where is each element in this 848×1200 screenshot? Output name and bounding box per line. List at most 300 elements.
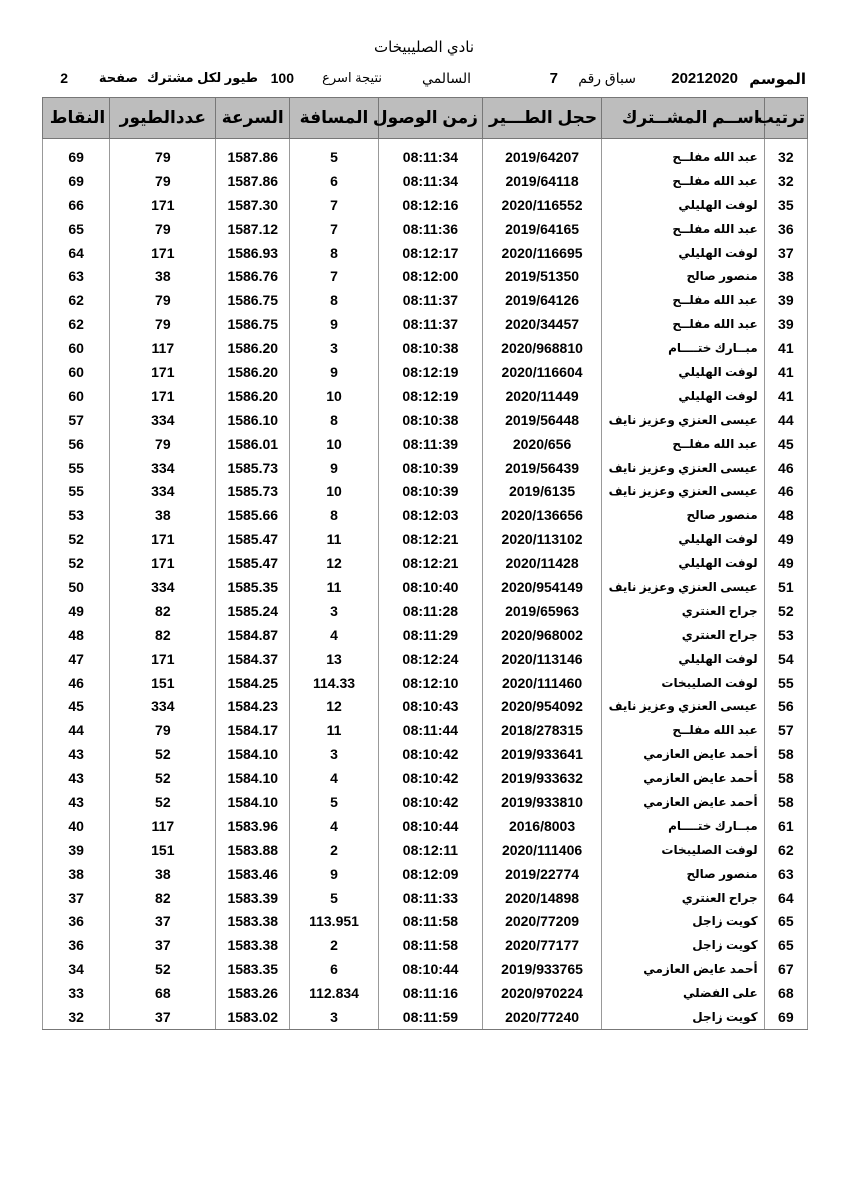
- cell-points: 34: [43, 957, 110, 981]
- table-row: [43, 241, 808, 265]
- cell-name: لوفت الهليلي: [602, 193, 765, 217]
- cell-points: 36: [43, 933, 110, 957]
- cell-birds: 52: [110, 957, 216, 981]
- table-row: [43, 169, 808, 193]
- cell-distance: 10: [290, 432, 379, 456]
- race-location: السالمي: [422, 70, 471, 86]
- cell-ring: 2020/116552: [482, 193, 601, 217]
- cell-arrival: 08:12:17: [378, 241, 482, 265]
- cell-rank: 56: [764, 694, 807, 718]
- cell-points: 48: [43, 623, 110, 647]
- table-row: [43, 336, 808, 360]
- cell-arrival: 08:11:28: [378, 599, 482, 623]
- table-row: [43, 360, 808, 384]
- cell-arrival: 08:10:42: [378, 790, 482, 814]
- cell-rank: 38: [764, 264, 807, 288]
- cell-speed: 1586.20: [216, 360, 290, 384]
- cell-birds: 38: [110, 264, 216, 288]
- cell-name: مبــارك ختــــام: [602, 336, 765, 360]
- cell-speed: 1586.75: [216, 312, 290, 336]
- cell-speed: 1585.73: [216, 456, 290, 480]
- cell-points: 64: [43, 241, 110, 265]
- table-row: [43, 264, 808, 288]
- cell-ring: 2016/8003: [482, 814, 601, 838]
- cell-distance: 4: [290, 766, 379, 790]
- cell-rank: 68: [764, 981, 807, 1005]
- cell-ring: 2020/111406: [482, 838, 601, 862]
- cell-arrival: 08:11:39: [378, 432, 482, 456]
- cell-points: 52: [43, 527, 110, 551]
- cell-rank: 46: [764, 456, 807, 480]
- cell-speed: 1586.76: [216, 264, 290, 288]
- table-row: [43, 742, 808, 766]
- cell-ring: 2020/954149: [482, 575, 601, 599]
- cell-speed: 1583.02: [216, 1005, 290, 1029]
- birds-per-member-label: طيور لكل مشترك: [146, 70, 258, 85]
- cell-arrival: 08:10:38: [378, 336, 482, 360]
- cell-rank: 61: [764, 814, 807, 838]
- cell-name: أحمد عايض العازمي: [602, 766, 765, 790]
- cell-name: عبد الله مفلــح: [602, 432, 765, 456]
- cell-distance: 3: [290, 742, 379, 766]
- cell-name: عبد الله مفلــح: [602, 288, 765, 312]
- page-number: 2: [60, 70, 68, 86]
- cell-distance: 13: [290, 647, 379, 671]
- cell-rank: 58: [764, 766, 807, 790]
- cell-arrival: 08:12:21: [378, 527, 482, 551]
- cell-rank: 46: [764, 479, 807, 503]
- table-row: [43, 957, 808, 981]
- cell-rank: 64: [764, 886, 807, 910]
- cell-points: 62: [43, 288, 110, 312]
- cell-speed: 1583.46: [216, 862, 290, 886]
- cell-ring: 2020/970224: [482, 981, 601, 1005]
- cell-rank: 67: [764, 957, 807, 981]
- cell-birds: 68: [110, 981, 216, 1005]
- race-number-value: 7: [549, 70, 558, 87]
- cell-speed: 1583.38: [216, 933, 290, 957]
- cell-distance: 2: [290, 933, 379, 957]
- cell-distance: 2: [290, 838, 379, 862]
- cell-ring: 2020/968002: [482, 623, 601, 647]
- cell-speed: 1585.66: [216, 503, 290, 527]
- cell-ring: 2019/6135: [482, 479, 601, 503]
- cell-birds: 171: [110, 551, 216, 575]
- table-row: [43, 1005, 808, 1029]
- cell-birds: 151: [110, 671, 216, 695]
- cell-ring: 2019/65963: [482, 599, 601, 623]
- cell-ring: 2020/116695: [482, 241, 601, 265]
- cell-rank: 62: [764, 838, 807, 862]
- cell-speed: 1583.88: [216, 838, 290, 862]
- cell-birds: 79: [110, 288, 216, 312]
- cell-birds: 79: [110, 718, 216, 742]
- cell-points: 57: [43, 408, 110, 432]
- cell-rank: 32: [764, 145, 807, 169]
- cell-distance: 11: [290, 718, 379, 742]
- cell-name: عبد الله مفلــح: [602, 312, 765, 336]
- cell-birds: 82: [110, 623, 216, 647]
- cell-ring: 2020/136656: [482, 503, 601, 527]
- cell-points: 43: [43, 742, 110, 766]
- cell-ring: 2020/11428: [482, 551, 601, 575]
- cell-speed: 1585.73: [216, 479, 290, 503]
- cell-distance: 9: [290, 862, 379, 886]
- cell-points: 56: [43, 432, 110, 456]
- cell-speed: 1587.86: [216, 145, 290, 169]
- cell-distance: 10: [290, 479, 379, 503]
- cell-birds: 38: [110, 862, 216, 886]
- cell-ring: 2020/968810: [482, 336, 601, 360]
- cell-ring: 2019/64165: [482, 217, 601, 241]
- cell-rank: 58: [764, 742, 807, 766]
- cell-rank: 36: [764, 217, 807, 241]
- cell-speed: 1584.87: [216, 623, 290, 647]
- cell-birds: 79: [110, 312, 216, 336]
- cell-speed: 1583.26: [216, 981, 290, 1005]
- cell-distance: 4: [290, 814, 379, 838]
- cell-rank: 58: [764, 790, 807, 814]
- cell-speed: 1585.35: [216, 575, 290, 599]
- cell-arrival: 08:12:09: [378, 862, 482, 886]
- cell-rank: 49: [764, 551, 807, 575]
- cell-ring: 2019/64126: [482, 288, 601, 312]
- cell-arrival: 08:11:33: [378, 886, 482, 910]
- cell-points: 40: [43, 814, 110, 838]
- cell-points: 43: [43, 766, 110, 790]
- table-row: [43, 551, 808, 575]
- cell-arrival: 08:11:59: [378, 1005, 482, 1029]
- cell-arrival: 08:11:36: [378, 217, 482, 241]
- results-table: [42, 97, 808, 1030]
- cell-points: 46: [43, 671, 110, 695]
- cell-name: عبد الله مفلــح: [602, 169, 765, 193]
- cell-rank: 41: [764, 360, 807, 384]
- table-row: [43, 384, 808, 408]
- cell-arrival: 08:10:44: [378, 814, 482, 838]
- cell-arrival: 08:12:03: [378, 503, 482, 527]
- cell-arrival: 08:11:34: [378, 169, 482, 193]
- cell-points: 55: [43, 456, 110, 480]
- cell-rank: 44: [764, 408, 807, 432]
- cell-rank: 39: [764, 288, 807, 312]
- cell-arrival: 08:11:34: [378, 145, 482, 169]
- col-header-birds: عددالطيور: [110, 98, 216, 139]
- cell-points: 66: [43, 193, 110, 217]
- bird-count-value: 100: [270, 70, 294, 86]
- cell-birds: 171: [110, 384, 216, 408]
- cell-ring: 2020/34457: [482, 312, 601, 336]
- race-number-label: سباق رقم: [578, 70, 636, 86]
- table-row: [43, 432, 808, 456]
- table-header-row: [43, 98, 808, 139]
- col-header-rank: ترتيب: [764, 98, 807, 139]
- cell-ring: 2020/113102: [482, 527, 601, 551]
- cell-arrival: 08:12:21: [378, 551, 482, 575]
- table-row: [43, 814, 808, 838]
- cell-distance: 5: [290, 886, 379, 910]
- cell-points: 69: [43, 169, 110, 193]
- cell-name: عبد الله مفلــح: [602, 718, 765, 742]
- cell-arrival: 08:11:37: [378, 312, 482, 336]
- cell-speed: 1586.10: [216, 408, 290, 432]
- table-row: [43, 766, 808, 790]
- cell-arrival: 08:11:58: [378, 910, 482, 934]
- cell-distance: 3: [290, 1005, 379, 1029]
- cell-rank: 49: [764, 527, 807, 551]
- cell-ring: 2020/77240: [482, 1005, 601, 1029]
- cell-speed: 1584.10: [216, 766, 290, 790]
- table-row: [43, 503, 808, 527]
- cell-distance: 8: [290, 408, 379, 432]
- cell-name: عيسى العنزي وعزيز نايف: [602, 694, 765, 718]
- cell-distance: 9: [290, 360, 379, 384]
- cell-arrival: 08:12:16: [378, 193, 482, 217]
- cell-distance: 6: [290, 169, 379, 193]
- cell-speed: 1583.39: [216, 886, 290, 910]
- cell-birds: 151: [110, 838, 216, 862]
- cell-birds: 37: [110, 910, 216, 934]
- cell-ring: 2019/56448: [482, 408, 601, 432]
- col-header-distance: المسافة: [290, 98, 379, 139]
- cell-rank: 51: [764, 575, 807, 599]
- cell-birds: 171: [110, 360, 216, 384]
- cell-ring: 2020/77209: [482, 910, 601, 934]
- cell-rank: 53: [764, 623, 807, 647]
- cell-speed: 1584.17: [216, 718, 290, 742]
- cell-name: أحمد عايض العازمي: [602, 742, 765, 766]
- cell-name: لوفت الهليلي: [602, 241, 765, 265]
- cell-arrival: 08:10:39: [378, 479, 482, 503]
- table-row: [43, 647, 808, 671]
- cell-birds: 171: [110, 193, 216, 217]
- cell-rank: 63: [764, 862, 807, 886]
- cell-speed: 1587.30: [216, 193, 290, 217]
- cell-ring: 2020/113146: [482, 647, 601, 671]
- cell-points: 55: [43, 479, 110, 503]
- cell-birds: 52: [110, 742, 216, 766]
- cell-rank: 65: [764, 910, 807, 934]
- cell-points: 43: [43, 790, 110, 814]
- cell-distance: 114.33: [290, 671, 379, 695]
- cell-ring: 2019/51350: [482, 264, 601, 288]
- table-row: [43, 408, 808, 432]
- table-row: [43, 312, 808, 336]
- cell-distance: 8: [290, 503, 379, 527]
- cell-speed: 1586.20: [216, 384, 290, 408]
- cell-distance: 3: [290, 599, 379, 623]
- cell-points: 53: [43, 503, 110, 527]
- cell-speed: 1584.25: [216, 671, 290, 695]
- cell-speed: 1587.86: [216, 169, 290, 193]
- cell-distance: 8: [290, 288, 379, 312]
- cell-ring: 2020/656: [482, 432, 601, 456]
- cell-arrival: 08:12:11: [378, 838, 482, 862]
- cell-speed: 1587.12: [216, 217, 290, 241]
- cell-arrival: 08:11:58: [378, 933, 482, 957]
- cell-distance: 12: [290, 551, 379, 575]
- table-row: [43, 479, 808, 503]
- cell-points: 52: [43, 551, 110, 575]
- cell-points: 39: [43, 838, 110, 862]
- col-header-ring: حجل الطـــير: [482, 98, 601, 139]
- table-row: [43, 145, 808, 169]
- cell-distance: 112.834: [290, 981, 379, 1005]
- cell-birds: 79: [110, 145, 216, 169]
- cell-distance: 10: [290, 384, 379, 408]
- cell-name: جراح العنتري: [602, 599, 765, 623]
- cell-points: 60: [43, 336, 110, 360]
- cell-ring: 2019/64207: [482, 145, 601, 169]
- cell-ring: 2020/14898: [482, 886, 601, 910]
- cell-points: 49: [43, 599, 110, 623]
- cell-name: منصور صالح: [602, 503, 765, 527]
- cell-name: عيسى العنزي وعزيز نايف: [602, 575, 765, 599]
- cell-speed: 1586.20: [216, 336, 290, 360]
- table-row: [43, 623, 808, 647]
- season-value: 20212020: [671, 70, 738, 87]
- cell-distance: 7: [290, 264, 379, 288]
- cell-speed: 1584.10: [216, 742, 290, 766]
- table-row: [43, 288, 808, 312]
- cell-birds: 171: [110, 527, 216, 551]
- cell-birds: 79: [110, 169, 216, 193]
- cell-points: 32: [43, 1005, 110, 1029]
- cell-rank: 37: [764, 241, 807, 265]
- cell-birds: 171: [110, 241, 216, 265]
- table-row: [43, 575, 808, 599]
- cell-name: جراح العنتري: [602, 886, 765, 910]
- col-header-name: اســم المشــترك: [602, 98, 765, 139]
- table-row: [43, 933, 808, 957]
- table-row: [43, 981, 808, 1005]
- cell-points: 62: [43, 312, 110, 336]
- cell-arrival: 08:12:19: [378, 360, 482, 384]
- cell-arrival: 08:12:10: [378, 671, 482, 695]
- cell-arrival: 08:11:29: [378, 623, 482, 647]
- cell-rank: 48: [764, 503, 807, 527]
- cell-ring: 2020/954092: [482, 694, 601, 718]
- cell-birds: 117: [110, 336, 216, 360]
- cell-distance: 11: [290, 527, 379, 551]
- cell-name: منصور صالح: [602, 862, 765, 886]
- cell-rank: 32: [764, 169, 807, 193]
- table-row: [43, 599, 808, 623]
- cell-birds: 52: [110, 766, 216, 790]
- cell-arrival: 08:10:38: [378, 408, 482, 432]
- cell-arrival: 08:12:19: [378, 384, 482, 408]
- cell-birds: 79: [110, 217, 216, 241]
- cell-arrival: 08:11:37: [378, 288, 482, 312]
- cell-points: 60: [43, 384, 110, 408]
- cell-ring: 2020/11449: [482, 384, 601, 408]
- cell-name: عيسى العنزي وعزيز نايف: [602, 408, 765, 432]
- cell-points: 63: [43, 264, 110, 288]
- cell-rank: 57: [764, 718, 807, 742]
- cell-name: منصور صالح: [602, 264, 765, 288]
- cell-name: جراح العنتري: [602, 623, 765, 647]
- cell-points: 36: [43, 910, 110, 934]
- cell-ring: 2019/933632: [482, 766, 601, 790]
- cell-ring: 2020/77177: [482, 933, 601, 957]
- cell-speed: 1584.10: [216, 790, 290, 814]
- cell-ring: 2019/933810: [482, 790, 601, 814]
- table-row: [43, 790, 808, 814]
- cell-name: أحمد عايض العازمي: [602, 957, 765, 981]
- cell-ring: 2020/116604: [482, 360, 601, 384]
- cell-points: 38: [43, 862, 110, 886]
- cell-points: 47: [43, 647, 110, 671]
- cell-birds: 37: [110, 1005, 216, 1029]
- cell-ring: 2019/933765: [482, 957, 601, 981]
- cell-name: لوفت الهليلي: [602, 360, 765, 384]
- cell-arrival: 08:12:00: [378, 264, 482, 288]
- cell-arrival: 08:11:16: [378, 981, 482, 1005]
- cell-arrival: 08:10:43: [378, 694, 482, 718]
- cell-arrival: 08:12:24: [378, 647, 482, 671]
- col-header-points: النقاط: [43, 98, 110, 139]
- cell-rank: 69: [764, 1005, 807, 1029]
- cell-points: 60: [43, 360, 110, 384]
- cell-rank: 65: [764, 933, 807, 957]
- cell-birds: 82: [110, 886, 216, 910]
- cell-points: 37: [43, 886, 110, 910]
- cell-birds: 334: [110, 456, 216, 480]
- cell-rank: 55: [764, 671, 807, 695]
- cell-points: 69: [43, 145, 110, 169]
- season-label: الموسم: [749, 71, 806, 88]
- cell-name: على الفضلي: [602, 981, 765, 1005]
- cell-rank: 45: [764, 432, 807, 456]
- table-row: [43, 838, 808, 862]
- cell-arrival: 08:10:40: [378, 575, 482, 599]
- cell-distance: 7: [290, 217, 379, 241]
- table-row: [43, 527, 808, 551]
- col-header-speed: السرعة: [216, 98, 290, 139]
- table-row: [43, 694, 808, 718]
- cell-points: 50: [43, 575, 110, 599]
- cell-name: عبد الله مفلــح: [602, 217, 765, 241]
- cell-rank: 35: [764, 193, 807, 217]
- cell-speed: 1583.96: [216, 814, 290, 838]
- cell-name: عيسى العنزي وعزيز نايف: [602, 479, 765, 503]
- cell-birds: 38: [110, 503, 216, 527]
- cell-arrival: 08:10:42: [378, 742, 482, 766]
- cell-speed: 1583.35: [216, 957, 290, 981]
- cell-birds: 171: [110, 647, 216, 671]
- cell-distance: 3: [290, 336, 379, 360]
- cell-points: 44: [43, 718, 110, 742]
- cell-ring: 2019/933641: [482, 742, 601, 766]
- cell-name: كويت زاجل: [602, 910, 765, 934]
- table-row: [43, 718, 808, 742]
- result-label: نتيجة اسرع: [322, 70, 382, 85]
- table-row: [43, 886, 808, 910]
- cell-speed: 1584.23: [216, 694, 290, 718]
- club-title: نادي الصليبيخات: [374, 39, 474, 56]
- cell-name: لوفت الهليلي: [602, 527, 765, 551]
- table-row: [43, 193, 808, 217]
- cell-speed: 1586.75: [216, 288, 290, 312]
- cell-birds: 334: [110, 479, 216, 503]
- page-label: صفحة: [98, 70, 138, 85]
- cell-ring: 2018/278315: [482, 718, 601, 742]
- col-header-arrival: زمن الوصول: [378, 98, 482, 139]
- table-row: [43, 910, 808, 934]
- cell-name: كويت زاجل: [602, 933, 765, 957]
- cell-arrival: 08:10:44: [378, 957, 482, 981]
- cell-distance: 8: [290, 241, 379, 265]
